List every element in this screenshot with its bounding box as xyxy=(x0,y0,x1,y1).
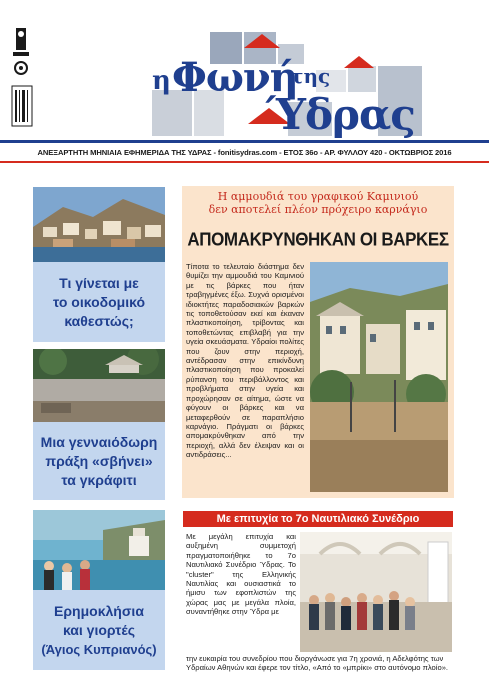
sidebar-item-line: το οικοδομικό xyxy=(52,293,146,310)
sidebar-photo-chapel xyxy=(33,510,165,590)
sidebar-item-line: πράξη «σβήνει» xyxy=(45,452,153,469)
kicker-line: δεν αποτελεί πλέον πρόχειρο καρνάγιο xyxy=(208,203,428,216)
sidebar-item-chapels[interactable] xyxy=(33,590,165,670)
main-story-headline[interactable]: ΑΠΟΜΑΚΡΥΝΘΗΚΑΝ ΟΙ ΒΑΡΚΕΣ xyxy=(187,229,449,250)
masthead-title-article: η xyxy=(152,66,171,96)
red-roof-icon xyxy=(344,56,374,68)
sidebar-item-line: και γιορτές xyxy=(62,621,136,638)
main-story-kicker xyxy=(182,190,454,216)
sidebar-item-building-status[interactable] xyxy=(33,262,165,342)
logo-tile xyxy=(348,66,376,92)
sidebar-item-line: καθεστώς; xyxy=(64,312,134,329)
masthead-subtitle: ΑΝΕΞΑΡΤΗΤΗ ΜΗΝΙΑΙΑ ΕΦΗΜΕΡΙΔΑ ΤΗΣ ΥΔΡΑΣ - fonitisydras.com - ΕΤΟΣ 36ο - ΑΡ. ΦΥΛΛΟΥ 420 - ΟΚΤΩΒΡΙΟΣ 2016 xyxy=(37,148,452,157)
publisher-strip xyxy=(10,28,36,146)
masthead-title-word2: της xyxy=(290,64,331,88)
masthead-rule-top xyxy=(0,140,489,143)
red-roof-icon xyxy=(244,34,280,48)
second-story-body: Με μεγάλη επιτυχία και αυξημένη συμμετοχή πραγματοποιήθηκε το 7ο Ναυτιλιακό Συνέδριο Ύδρας. Το "cluster" της Ελληνικής Ναυτιλίας και ουσιαστικά το ήμισυ των εφοπλιστών της χώρας μας με μεγάλα πλοία, συναντήθηκε στην Ύδρα με xyxy=(186,532,296,617)
sidebar-item-line: Τι γίνεται με xyxy=(59,274,139,291)
main-story-body: Τίποτα το τελευταίο διάστημα δεν θυμίζει την αμμουδιά του Καμινιού με τις βάρκες που ήταν τραβηγμένες έξω. Συχνά ορισμένοι ιδιοκτήτες παραδοσιακών βαρκών τις τοποθετούσαν εκεί και έκαναν πλαστικοποίηση, τρίβοντας και τοποθετώντας επιβλαβή για την υγεία σκευάσματα. Υδραίοι πολίτες που ζουν στην περιοχή, αντέδρασαν στην επικίνδυνη πλαστικοποίηση που προκαλεί ρύπανση του περιβάλλοντος και προβλήματα στην υγεία και προχώρησαν σε αίτημα, ώστε να φύγουν οι βάρκες και να μεταφερθούν σε παραπλήσιο καρνάγιο. Πράγματι οι βάρκες απομακρύνθηκαν από την περιοχή, αλλά δεν έλειψαν και οι αντιδράσεις... xyxy=(186,262,304,460)
sidebar-item-line: τα γκράφιτι xyxy=(61,471,137,488)
emblem-icon xyxy=(15,62,27,74)
second-story-body-continued: την ευκαιρία του συνεδρίου που διοργάνωσε για 7η χρονιά, η Αδελφότης των Υδραίων Αθηνών και έφερε τον τίτλο, «Από το «μπρίκι» στο αυτόνομο πλοίο». xyxy=(186,654,449,673)
masthead-title-word1: Φωνή xyxy=(172,54,298,101)
second-story-title[interactable]: Με επιτυχία το 7ο Ναυτιλιακό Συνέδριο xyxy=(183,511,453,527)
main-story-photo xyxy=(310,262,448,492)
barcode-icon xyxy=(12,86,32,126)
masthead-logo xyxy=(148,30,426,140)
second-story-photo xyxy=(300,532,452,652)
sidebar-item-line: Μια γενναιόδωρη xyxy=(40,433,158,450)
kicker-line: Η αμμουδιά του γραφικού Καμινιού xyxy=(217,190,419,203)
masthead-rule-bottom xyxy=(0,161,489,163)
masthead-title-word3: Ύδρας xyxy=(266,90,415,139)
sidebar-item-graffiti[interactable] xyxy=(33,422,165,500)
sidebar-item-line: (Άγιος Κυπριανός) xyxy=(41,641,157,657)
sidebar-photo-wall xyxy=(33,349,165,422)
sidebar-item-line: Ερημοκλήσια xyxy=(54,602,144,619)
publisher-logo-icon xyxy=(13,28,29,56)
sidebar-photo-town xyxy=(33,187,165,262)
